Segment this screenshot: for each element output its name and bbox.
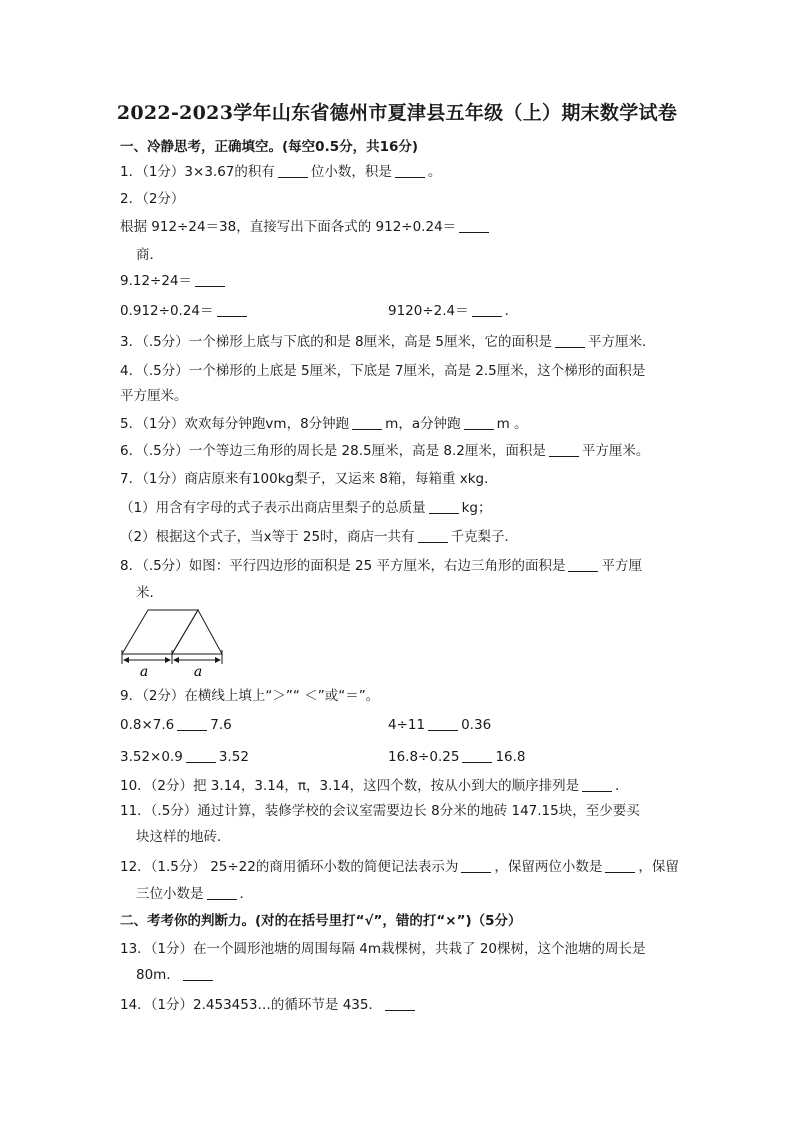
answer-blank[interactable] bbox=[582, 778, 612, 792]
section-2-heading: 二、考考你的判断力。(对的在括号里打“√”，错的打“×”)（5分） bbox=[120, 913, 522, 929]
answer-blank[interactable] bbox=[385, 997, 415, 1011]
answer-blank[interactable] bbox=[568, 558, 598, 572]
question-9b: 4÷11 0.36 bbox=[388, 717, 492, 733]
question-11: 11．（.5分）通过计算，装修学校的会议室需要边长 8分米的地砖 147.15块，至少要买 bbox=[120, 803, 640, 819]
answer-blank[interactable] bbox=[186, 749, 216, 763]
question-2c: 9120÷2.4＝ ． bbox=[388, 303, 519, 319]
question-10: 10．（2分）把 3.14，3.14，π，3.14，这四个数，按从小到大的顺序排列是 ． bbox=[120, 778, 629, 794]
answer-blank[interactable] bbox=[183, 967, 213, 981]
answer-blank[interactable] bbox=[462, 749, 492, 763]
question-2b: 0.912÷0.24＝ bbox=[120, 302, 250, 320]
question-8-cont: 米． bbox=[136, 585, 163, 601]
question-7-part-2: （2）根据这个式子，当x等于 25时，商店一共有 千克梨子． bbox=[120, 529, 519, 545]
question-13-cont: 80m． bbox=[136, 966, 216, 984]
question-5: 5．（1分）欢欢每分钟跑vm，8分钟跑 m，a分钟跑 m 。 bbox=[120, 416, 528, 432]
answer-blank[interactable] bbox=[459, 219, 489, 233]
question-13: 13．（1分）在一个圆形池塘的周围每隔 4m栽棵树，共栽了 20棵树，这个池塘的周长是 bbox=[120, 941, 646, 957]
question-11-cont: 块这样的地砖． bbox=[136, 829, 231, 845]
answer-blank[interactable] bbox=[472, 303, 502, 317]
answer-blank[interactable] bbox=[395, 164, 425, 178]
answer-blank[interactable] bbox=[461, 859, 491, 873]
arrow-head bbox=[123, 657, 129, 663]
label-a: a bbox=[193, 664, 203, 680]
answer-blank[interactable] bbox=[549, 443, 579, 457]
answer-blank[interactable] bbox=[464, 416, 494, 430]
answer-blank[interactable] bbox=[555, 334, 585, 348]
question-7-part-1: （1）用含有字母的式子表示出商店里梨子的总质量 kg； bbox=[120, 500, 492, 516]
question-2-text: 根据 912÷24＝38，直接写出下面各式的 912÷0.24＝ bbox=[120, 218, 492, 236]
answer-blank[interactable] bbox=[195, 273, 225, 287]
triangle-shape bbox=[172, 610, 222, 654]
answer-blank[interactable] bbox=[278, 164, 308, 178]
arrow-head bbox=[173, 657, 179, 663]
question-2-header: 2．（2分） bbox=[120, 191, 185, 207]
parallelogram-shape bbox=[122, 610, 198, 654]
answer-blank[interactable] bbox=[207, 886, 237, 900]
answer-blank[interactable] bbox=[418, 529, 448, 543]
question-4: 4．（.5分）一个梯形的上底是 5厘米，下底是 7厘米，高是 2.5厘米，这个梯形的面积是 bbox=[120, 363, 646, 379]
exam-title: 2022-2023学年山东省德州市夏津县五年级（上）期末数学试卷 bbox=[116, 102, 678, 124]
question-9d: 16.8÷0.25 16.8 bbox=[388, 749, 526, 765]
question-2-shang: 商． bbox=[136, 247, 163, 263]
question-7: 7．（1分）商店原来有100kg梨子，又运来 8箱，每箱重 xkg． bbox=[120, 471, 498, 487]
arrow-head bbox=[165, 657, 171, 663]
question-2a: 9.12÷24＝ bbox=[120, 272, 228, 290]
section-1-heading: 一、冷静思考，正确填空。(每空0.5分，共16分) bbox=[120, 139, 419, 155]
answer-blank[interactable] bbox=[605, 859, 635, 873]
arrow-head bbox=[215, 657, 221, 663]
parallelogram-triangle-figure bbox=[118, 606, 228, 682]
question-9c: 3.52×0.9 3.52 bbox=[120, 749, 249, 765]
question-4-cont: 平方厘米。 bbox=[120, 388, 188, 404]
question-14: 14．（1分）2.453453…的循环节是 435． bbox=[120, 996, 418, 1014]
question-12-cont: 三位小数是 ． bbox=[136, 886, 253, 902]
question-9: 9．（2分）在横线上填上“＞”“ ＜”或“＝”。 bbox=[120, 688, 380, 704]
answer-blank[interactable] bbox=[352, 416, 382, 430]
answer-blank[interactable] bbox=[429, 500, 459, 514]
question-12: 12．（1.5分） 25÷22的商用循环小数的简便记法表示为 ，保留两位小数是 ，保留 bbox=[120, 859, 679, 875]
question-3: 3．（.5分）一个梯形上底与下底的和是 8厘米，高是 5厘米，它的面积是 平方厘米． bbox=[120, 334, 656, 350]
answer-blank[interactable] bbox=[428, 717, 458, 731]
question-1: 1．（1分）3×3.67的积有 位小数，积是 。 bbox=[120, 164, 442, 180]
label-a: a bbox=[139, 664, 149, 680]
answer-blank[interactable] bbox=[177, 717, 207, 731]
answer-blank[interactable] bbox=[217, 303, 247, 317]
question-6: 6．（.5分）一个等边三角形的周长是 28.5厘米，高是 8.2厘米，面积是 平方厘米。 bbox=[120, 443, 650, 459]
question-9a: 0.8×7.6 7.6 bbox=[120, 717, 232, 733]
question-8: 8．（.5分）如图：平行四边形的面积是 25 平方厘米，右边三角形的面积是 平方厘 bbox=[120, 558, 642, 574]
